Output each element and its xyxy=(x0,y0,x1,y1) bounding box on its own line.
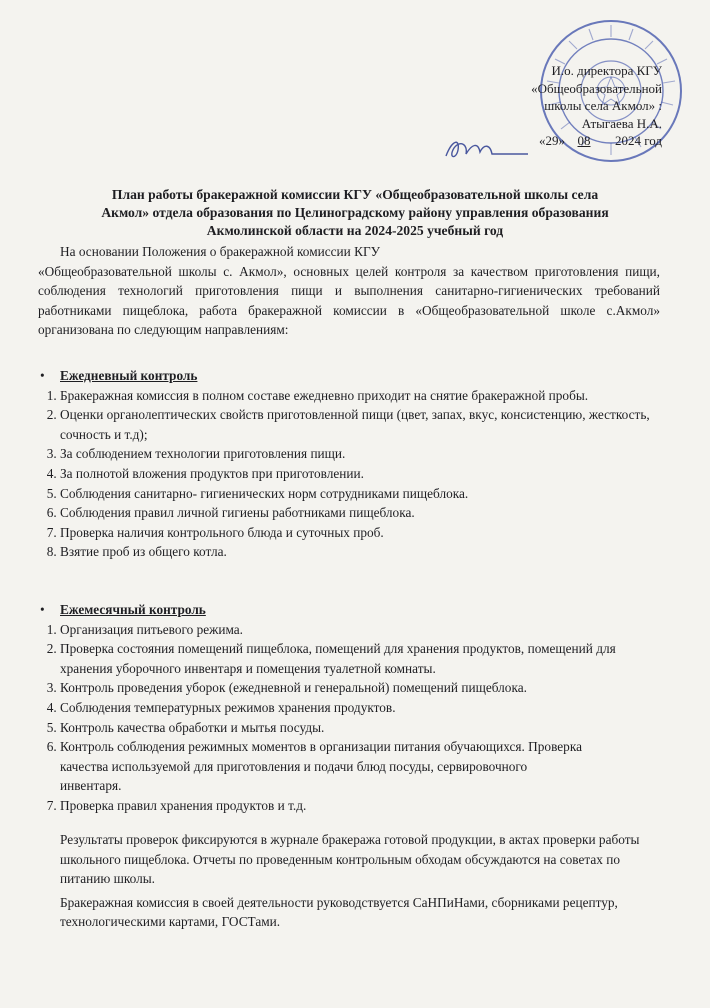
closing-paragraph-2: Бракеражная комиссия в своей деятельности руководствуется СаНПиНами, сборниками рецептур, технологическими картами, ГОСТами. xyxy=(60,894,618,930)
list-item: 6. Соблюдения правил личной гигиены работниками пищеблока. xyxy=(60,503,668,523)
approval-school-line1: «Общеобразовательной xyxy=(531,80,662,96)
approval-school-line2: школы села Акмол» : xyxy=(544,98,662,113)
approval-date-day: «29» xyxy=(539,133,565,148)
list-item: 4. За полнотой вложения продуктов при приготовлении. xyxy=(60,464,668,484)
list-item: 5. Соблюдения санитарно- гигиенических норм сотрудниками пищеблока. xyxy=(60,484,668,504)
document-title xyxy=(30,186,680,240)
title-line-1: План работы бракеражной комиссии КГУ «Общеобразовательной школы села xyxy=(111,187,599,202)
list-item: 2. Оценки органолептических свойств приготовленной пищи (цвет, запах, вкус, консистенцию, жесткость, сочность и т.д); xyxy=(60,405,650,444)
approval-director-name: Атыгаева Н.А. xyxy=(581,115,662,131)
approval-date xyxy=(442,132,662,150)
list-item: 7. Проверка наличия контрольного блюда и суточных проб. xyxy=(60,523,668,543)
list-item: 6. Контроль соблюдения режимных моментов в организации питания обучающихся. Проверка качества используемой для приготовления и подачи блюд посуды, сервировочного инвентаря. xyxy=(60,737,590,796)
list-item: 3. Контроль проведения уборок (ежедневной и генеральной) помещений пищеблока. xyxy=(60,678,668,698)
intro-text: «Общеобразовательной школы с. Акмол», основных целей контроля за качеством приготовления пищи, соблюдения технологий приготовления пищи и выполнения санитарно-гигиенических требований работниками пищеблока, работа бракеражной комиссии в «Общеобразовательной школе с.Акмол» организована по следующим направлениям: xyxy=(38,263,660,338)
list-item: 3. За соблюдением технологии приготовления пищи. xyxy=(60,444,668,464)
title-line-3: Акмолинской области на 2024-2025 учебный год xyxy=(206,223,504,238)
list-item: 2. Проверка состояния помещений пищеблока, помещений для хранения продуктов, помещений для хранения уборочного инвентаря и помещения туалетной комнаты. xyxy=(60,639,660,678)
title-line-2: Акмол» отдела образования по Целиноградскому району управления образования xyxy=(101,205,609,220)
daily-control-heading: • Ежедневный контроль xyxy=(38,366,668,386)
approval-block xyxy=(442,62,662,150)
intro-line-1: На основании Положения о бракеражной комиссии КГУ xyxy=(60,244,381,259)
closing-section xyxy=(60,830,660,932)
daily-control-section xyxy=(38,366,668,562)
list-item: 5. Контроль качества обработки и мытья посуды. xyxy=(60,718,668,738)
list-item: 1. Бракеражная комиссия в полном составе ежедневно приходит на снятие бракеражной пробы. xyxy=(60,386,620,406)
monthly-control-list xyxy=(38,620,668,816)
intro-paragraph xyxy=(38,242,660,340)
list-item: 7. Проверка правил хранения продуктов и т.д. xyxy=(60,796,668,816)
list-item: 4. Соблюдения температурных режимов хранения продуктов. xyxy=(60,698,668,718)
approval-date-year: 2024 год xyxy=(615,133,662,148)
closing-paragraph-1: Результаты проверок фиксируются в журнале бракеража готовой продукции, в актах проверки работы школьного пищеблока. Отчеты по проведенным контрольным обходам обсуждаются на советах по питанию школы. xyxy=(60,832,640,887)
monthly-control-heading: • Ежемесячный контроль xyxy=(38,600,668,620)
daily-control-list xyxy=(38,386,668,562)
approval-position: И.о. директора КГУ xyxy=(551,63,662,78)
monthly-control-section xyxy=(38,600,668,816)
approval-date-month: 08 xyxy=(577,133,591,148)
list-item: 8. Взятие проб из общего котла. xyxy=(60,542,668,562)
list-item: 1. Организация питьевого режима. xyxy=(60,620,668,640)
